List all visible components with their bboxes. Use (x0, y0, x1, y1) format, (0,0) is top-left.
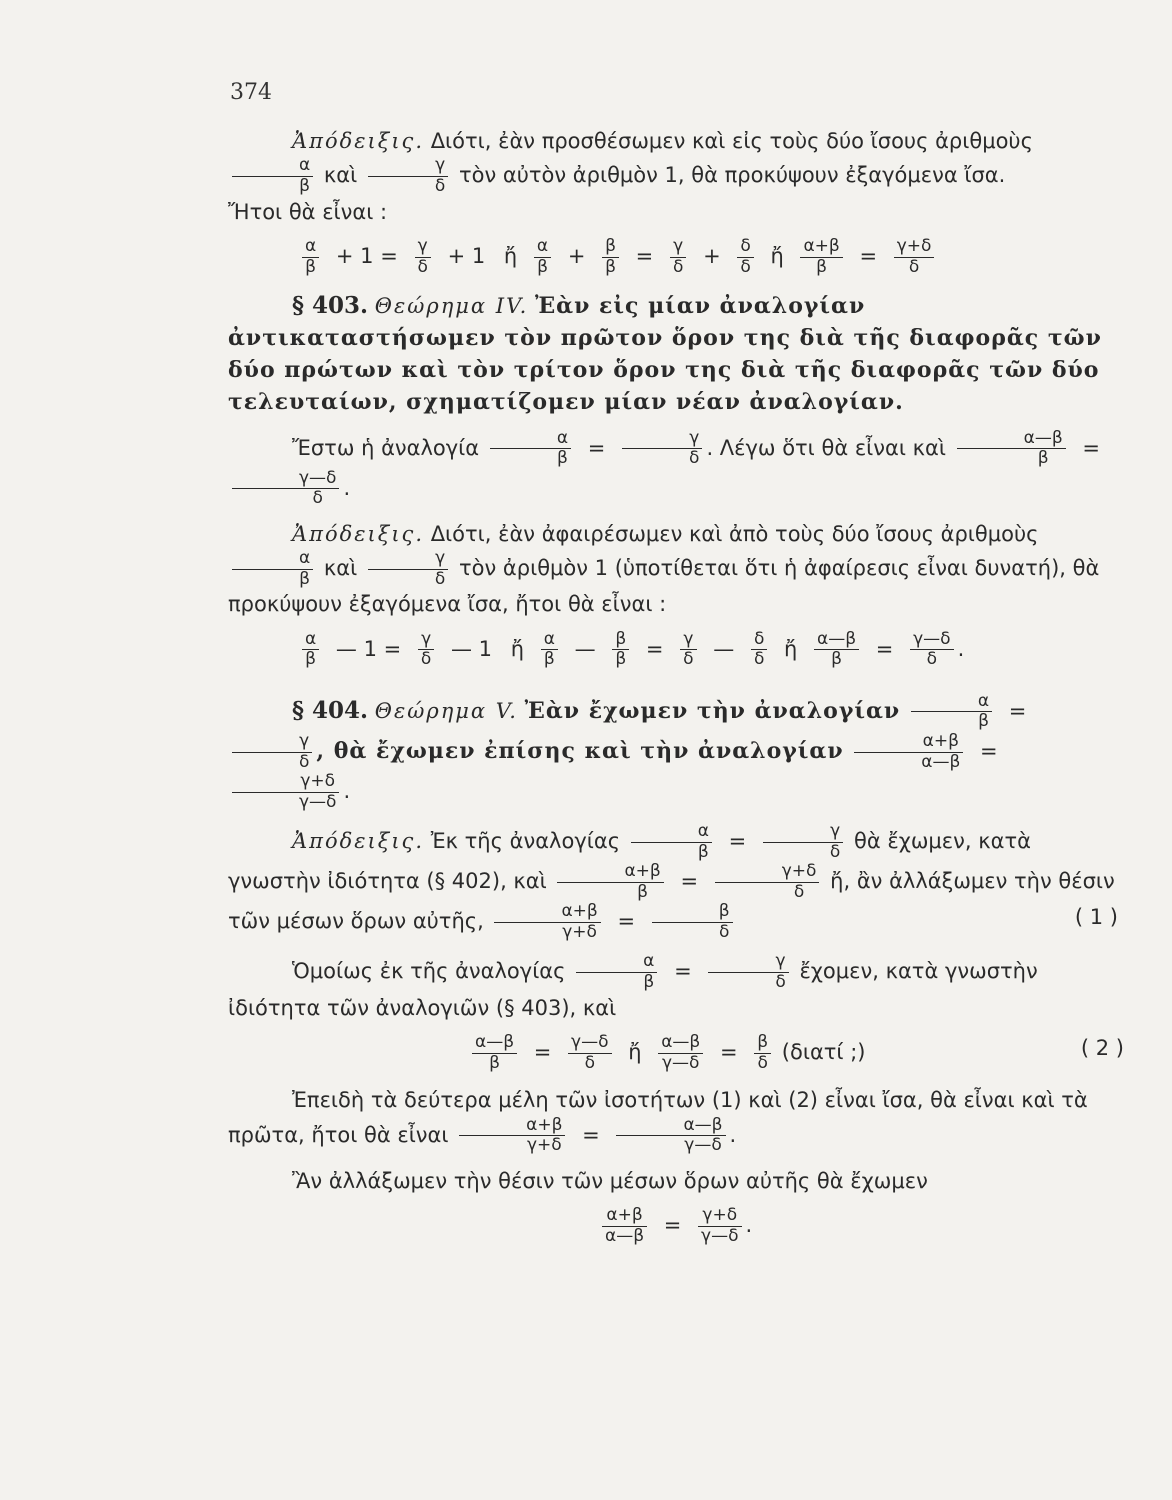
fraction (232, 732, 312, 772)
proof-paragraph-3 (228, 822, 1118, 942)
fraction-denominator: β (299, 568, 311, 589)
fraction (708, 952, 788, 992)
fraction-denominator: δ (775, 971, 786, 992)
fraction-numerator: α (911, 692, 992, 713)
math-operator: ἤ (510, 636, 525, 661)
text-run: Διότι, ἐὰν προσθέσωμεν καὶ εἰς τοὺς δύο ἴσους ἀριθμοὺς (430, 129, 1033, 153)
fraction (368, 549, 448, 589)
math-operator: ἤ (784, 636, 798, 661)
fraction-numerator: β (754, 1033, 771, 1054)
equation-tag-2: ( 2 ) (1080, 1035, 1124, 1060)
fraction-denominator: δ (753, 649, 765, 670)
equation-1 (298, 237, 1118, 277)
fraction-numerator: β (612, 630, 629, 651)
fraction-numerator: γ (708, 952, 788, 973)
theorem-label: Θεώρημα IV. (374, 294, 529, 319)
theorem-404 (228, 692, 1118, 812)
text-run: θὰ ἔχωμεν, κατὰ γνωστὴν ἰδιότητα (§ 402), καὶ (228, 829, 1031, 894)
math-operator: = (719, 1040, 738, 1065)
proof-label: Ἀπόδειξις. (292, 129, 424, 153)
fraction-denominator: β (643, 971, 655, 992)
fraction-numerator: α—β (658, 1033, 703, 1054)
fraction-denominator: β (816, 256, 828, 277)
math-operator: ἤ (628, 1040, 642, 1065)
paragraph-similarly (228, 952, 1118, 1023)
text-run: Ὁμοίως ἐκ τῆς ἀναλογίας (292, 959, 566, 984)
math-operator: = (635, 244, 654, 269)
fraction (459, 1116, 565, 1156)
fraction (800, 237, 842, 277)
fraction-denominator: γ—δ (684, 1135, 722, 1156)
text-run: Ἔστω ἡ ἀναλογία (292, 435, 480, 460)
fraction-denominator: δ (689, 448, 700, 469)
text-run: (διατί ;) (781, 1040, 866, 1065)
fraction-denominator: β (305, 649, 317, 670)
fraction-denominator: β (637, 881, 649, 902)
fraction (541, 630, 558, 670)
fraction-denominator: δ (672, 256, 684, 277)
fraction (232, 772, 339, 812)
text-run: . (957, 636, 965, 661)
text-run: . Λέγω ὅτι θὰ εἶναι καὶ (706, 435, 946, 460)
fraction-numerator: γ+δ (715, 862, 820, 883)
math-operator: = (533, 1040, 552, 1065)
math-operator: = (728, 829, 747, 854)
fraction (490, 429, 571, 469)
text-run: τὸν ἀριθμὸν 1 (ὑποτίθεται ὅτι ἡ ἀφαίρεσις εἶναι δυνατή), θὰ προκύψουν ἐξαγόμενα ἴσα, ἤτοι θὰ εἶναι : (228, 556, 1100, 617)
fraction-numerator: α+β (602, 1206, 647, 1227)
equation-final (598, 1206, 1118, 1246)
math-operator: = (859, 244, 878, 269)
fraction-numerator: α+β (557, 862, 663, 883)
fraction-denominator: γ+δ (562, 921, 597, 942)
fraction (763, 822, 843, 862)
text-run: . (745, 1213, 753, 1238)
fraction-denominator: δ (312, 488, 323, 509)
fraction (751, 630, 767, 670)
fraction-denominator: β (1037, 448, 1049, 469)
fraction-denominator: β (299, 175, 311, 196)
text-run: . (343, 475, 351, 500)
fraction-numerator: α (302, 630, 319, 651)
fraction-numerator: δ (751, 630, 767, 651)
math-operator: ἤ (503, 244, 518, 269)
fraction-denominator: δ (908, 256, 920, 277)
fraction-denominator: β (831, 649, 842, 670)
text-run: Θεώρημα V. (374, 698, 518, 723)
fraction-denominator: β (605, 256, 616, 277)
fraction-denominator: γ—δ (299, 791, 337, 812)
fraction-denominator: δ (420, 649, 432, 670)
fraction-denominator: β (489, 1052, 500, 1073)
fraction-numerator: γ+δ (232, 772, 339, 793)
fraction-denominator: δ (757, 1052, 768, 1073)
fraction (854, 732, 963, 772)
fraction-numerator: α—β (957, 429, 1066, 450)
text-run: Ἐκ τῆς ἀναλογίας (430, 829, 621, 854)
math-operator: = (1082, 435, 1101, 460)
fraction-denominator: γ—δ (701, 1225, 739, 1246)
theorem-403 (228, 289, 1118, 419)
text-run: . (729, 1122, 737, 1147)
text-run: ἔχομεν, κατὰ γνωστὴν ἰδιότητα τῶν ἀναλογιῶν (§ 403), καὶ (228, 959, 1038, 1020)
fraction-numerator: α (490, 429, 571, 450)
fraction (814, 630, 859, 670)
fraction (576, 952, 657, 992)
fraction-denominator: δ (926, 649, 938, 670)
theorem-statement: Ἐὰν εἰς μίαν ἀναλογίαν ἀντικαταστήσωμεν τὸν πρῶτον ὅρον της διὰ τῆς διαφορᾶς τῶν δύο πρώτων καὶ τὸν τρίτον ὅρον της διὰ τῆς διαφορᾶς τῶν δύο τελευταίων, σχηματίζομεν μίαν νέαν ἀναλογίαν. (228, 293, 1102, 415)
fraction (415, 237, 431, 277)
text-run: Ἀπόδειξις. (292, 521, 424, 546)
text-run: . (343, 779, 351, 804)
fraction-denominator: δ (793, 881, 805, 902)
fraction (602, 1206, 647, 1246)
math-operator: ἤ (770, 244, 784, 269)
page-number: 374 (230, 80, 272, 105)
fraction (652, 902, 733, 942)
fraction (658, 1033, 703, 1073)
fraction-numerator: γ (418, 630, 434, 651)
fraction-denominator: γ+δ (526, 1135, 562, 1156)
text-run: § 404. (292, 696, 369, 724)
fraction (670, 237, 686, 277)
text-run: ἤ, ἂν ἀλλάξωμεν τὴν θέσιν τῶν μέσων ὅρων αὐτῆς, (228, 869, 1115, 934)
math-operator: = (674, 959, 692, 984)
text-run: τὸν αὐτὸν ἀριθμὸν 1, θὰ προκύψουν ἐξαγόμενα ἴσα. (459, 163, 1006, 188)
math-operator: — (574, 636, 596, 661)
fraction (232, 156, 313, 196)
math-operator: = (582, 1122, 600, 1147)
fraction-numerator: γ (670, 237, 686, 258)
fraction (622, 429, 702, 469)
fraction-numerator: γ (622, 429, 702, 450)
fraction-numerator: α (541, 630, 558, 651)
fraction (612, 630, 629, 670)
fraction-numerator: α (302, 237, 319, 258)
math-operator: — (713, 636, 735, 661)
text-run: Ἂν ἀλλάξωμεν τὴν θέσιν τῶν μέσων ὅρων αὐτῆς θὰ ἔχωμεν (292, 1168, 928, 1193)
equation-3 (468, 1031, 1124, 1073)
fraction-numerator: γ (415, 237, 431, 258)
fraction (911, 692, 992, 732)
proof-paragraph-1 (228, 126, 1118, 227)
fraction (568, 1033, 611, 1073)
fraction-denominator: δ (829, 841, 841, 862)
text-run: Ἐὰν ἔχωμεν τὴν ἀναλογίαν (524, 697, 901, 724)
fraction-numerator: γ (368, 156, 448, 177)
fraction-numerator: α—β (472, 1033, 517, 1054)
fraction (910, 630, 953, 670)
fraction (418, 630, 434, 670)
fraction-denominator: δ (584, 1052, 595, 1073)
fraction-numerator: α (534, 237, 551, 258)
fraction-denominator: δ (434, 175, 446, 196)
fraction-denominator: β (543, 649, 555, 670)
fraction (472, 1033, 517, 1073)
fraction-denominator: β (615, 649, 627, 670)
fraction (302, 630, 319, 670)
fraction-numerator: α (631, 822, 712, 843)
page-content (228, 126, 1124, 1258)
math-operator: = (980, 739, 998, 764)
fraction-denominator: δ (299, 751, 310, 772)
math-operator: + (703, 244, 721, 269)
paragraph-since (228, 1085, 1118, 1156)
math-operator: — 1 = (335, 636, 402, 661)
proof-paragraph-2 (228, 519, 1118, 620)
fraction (534, 237, 551, 277)
fraction-numerator: α+β (494, 902, 600, 923)
fraction (368, 156, 448, 196)
section-number: § 403. (292, 292, 369, 320)
fraction-numerator: γ (680, 630, 696, 651)
math-operator: + (567, 244, 586, 269)
fraction-numerator: γ—δ (568, 1033, 611, 1054)
fraction-denominator: δ (417, 256, 428, 277)
fraction (715, 862, 820, 902)
fraction-denominator: β (537, 256, 548, 277)
fraction-denominator: β (978, 711, 989, 732)
fraction (557, 862, 663, 902)
fraction (616, 1116, 725, 1156)
equation-2 (298, 630, 1118, 670)
fraction (602, 237, 619, 277)
text-run: Ἐπειδὴ τὰ δεύτερα μέλη τῶν ἰσοτήτων (1) καὶ (2) εἶναι ἴσα, θὰ εἶναι καὶ τὰ πρῶτα, ἤτοι θὰ εἶναι (228, 1088, 1088, 1147)
math-operator: + 1 (447, 244, 486, 269)
fraction-numerator: γ—δ (232, 469, 339, 490)
text-run: Ἀπόδειξις. (292, 829, 424, 854)
fraction-numerator: β (602, 237, 619, 258)
fraction (232, 469, 339, 509)
fraction-numerator: α (232, 156, 313, 177)
fraction-numerator: δ (737, 237, 753, 258)
fraction-numerator: α+β (854, 732, 963, 753)
fraction-denominator: β (305, 256, 317, 277)
text-run: , θὰ ἔχωμεν ἐπίσης καὶ τὴν ἀναλογίαν (316, 738, 844, 765)
fraction-denominator: α—β (921, 751, 961, 772)
math-operator: — 1 (451, 636, 493, 661)
fraction-denominator: δ (683, 649, 694, 670)
fraction (754, 1033, 771, 1073)
math-operator: = (587, 435, 606, 460)
math-operator: = (680, 869, 699, 894)
fraction (894, 237, 935, 277)
text-run: καὶ (323, 163, 358, 188)
equation-tag-1: ( 1 ) (1074, 905, 1118, 930)
math-operator: + 1 = (335, 244, 398, 269)
fraction-denominator: α—β (605, 1225, 645, 1246)
math-operator: = (1008, 698, 1027, 723)
fraction-numerator: γ+δ (698, 1206, 741, 1227)
fraction-numerator: γ—δ (910, 630, 953, 651)
text-run: Διότι, ἐὰν ἀφαιρέσωμεν καὶ ἀπὸ τοὺς δύο ἴσους ἀριθμοὺς (430, 521, 1039, 546)
fraction-numerator: α+β (459, 1116, 565, 1137)
fraction (494, 902, 600, 942)
math-operator: = (645, 636, 664, 661)
math-operator: = (875, 636, 894, 661)
fraction (232, 549, 313, 589)
fraction-numerator: γ (232, 732, 312, 753)
fraction (631, 822, 712, 862)
fraction-denominator: β (697, 841, 709, 862)
fraction-denominator: δ (740, 256, 751, 277)
fraction-numerator: γ (368, 549, 448, 570)
fraction (737, 237, 753, 277)
fraction-numerator: β (652, 902, 733, 923)
math-operator: = (617, 909, 636, 934)
fraction (957, 429, 1066, 469)
fraction-numerator: α—β (814, 630, 859, 651)
fraction-numerator: γ (763, 822, 843, 843)
fraction (698, 1206, 741, 1246)
fraction-denominator: δ (434, 568, 446, 589)
fraction-numerator: γ+δ (894, 237, 935, 258)
paragraph-suppose (228, 429, 1118, 509)
fraction (302, 237, 319, 277)
fraction-numerator: α—β (616, 1116, 725, 1137)
fraction-numerator: α (232, 549, 313, 570)
math-operator: = (663, 1213, 682, 1238)
fraction-denominator: δ (718, 921, 730, 942)
fraction-numerator: α+β (800, 237, 842, 258)
paragraph-if-swap (228, 1166, 1118, 1196)
fraction (680, 630, 696, 670)
fraction-denominator: γ—δ (662, 1052, 700, 1073)
text-run: Ἤτοι θὰ εἶναι : (228, 199, 388, 224)
fraction-numerator: α (576, 952, 657, 973)
fraction-denominator: β (557, 448, 568, 469)
text-run: καὶ (323, 556, 358, 581)
